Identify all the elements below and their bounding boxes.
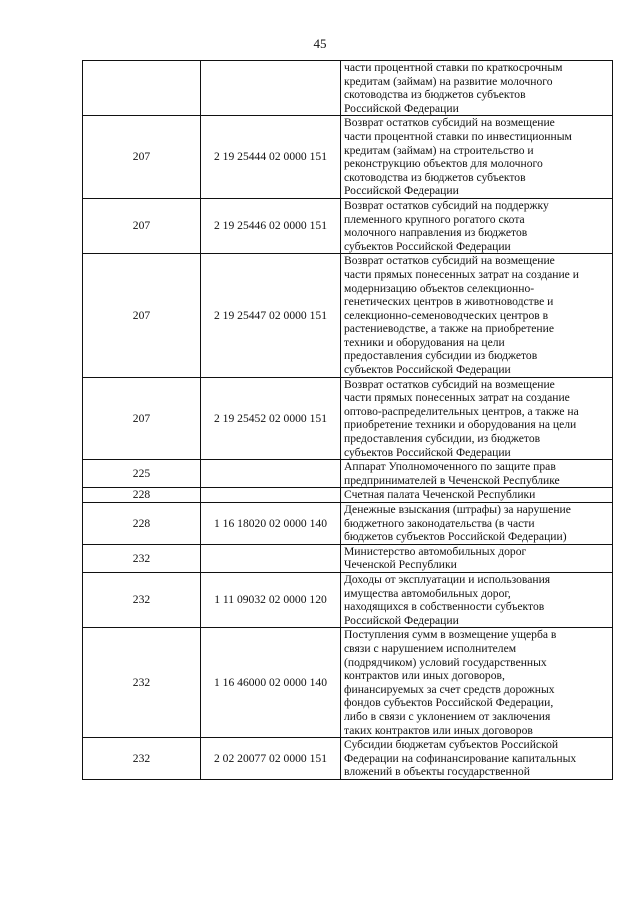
admin-code-cell: 207 bbox=[83, 116, 201, 199]
admin-code-cell: 232 bbox=[83, 738, 201, 780]
table-row bbox=[83, 544, 613, 572]
description-line: Аппарат Уполномоченного по защите прав bbox=[344, 460, 556, 474]
table-row bbox=[83, 503, 613, 545]
description-line: предоставления субсидии, из бюджетов bbox=[344, 432, 541, 446]
description-line: генетических центров в животноводстве и bbox=[344, 295, 554, 309]
description-line: субъектов Российской Федерации bbox=[344, 445, 511, 459]
description-line: Российской Федерации bbox=[344, 101, 459, 115]
description-line: вложений в объекты государственной bbox=[344, 765, 530, 779]
description-cell bbox=[341, 198, 613, 253]
description-line: предоставления субсидии из бюджетов bbox=[344, 349, 538, 363]
description-cell bbox=[341, 503, 613, 545]
revenue-code-cell: 2 19 25446 02 0000 151 bbox=[201, 198, 341, 253]
table-row bbox=[83, 254, 613, 377]
table-row bbox=[83, 488, 613, 503]
description-line: части процентной ставки по инвестиционным bbox=[344, 129, 572, 143]
admin-code-cell: 207 bbox=[83, 198, 201, 253]
description-line: Счетная палата Чеченской Республики bbox=[344, 488, 536, 502]
revenue-code-cell: 2 02 20077 02 0000 151 bbox=[201, 738, 341, 780]
description-line: молочного направления из бюджетов bbox=[344, 226, 528, 240]
description-line: кредитам (займам) на строительство и bbox=[344, 143, 534, 157]
table-body bbox=[83, 61, 613, 780]
admin-code-cell: 232 bbox=[83, 544, 201, 572]
description-cell bbox=[341, 488, 613, 503]
description-line: части прямых понесенных затрат на создание и bbox=[344, 267, 579, 281]
description-line: бюджетов субъектов Российской Федерации) bbox=[344, 530, 567, 544]
page-number: 45 bbox=[313, 36, 327, 51]
revenue-code-cell: 2 19 25452 02 0000 151 bbox=[201, 377, 341, 460]
description-cell bbox=[341, 460, 613, 488]
description-cell bbox=[341, 116, 613, 199]
description-cell bbox=[341, 377, 613, 460]
description-line: части прямых понесенных затрат на создание bbox=[344, 391, 570, 405]
admin-code-cell: 207 bbox=[83, 377, 201, 460]
admin-code-cell: 232 bbox=[83, 572, 201, 627]
revenue-code-cell: 1 16 46000 02 0000 140 bbox=[201, 628, 341, 738]
description-line: Денежные взыскания (штрафы) за нарушение bbox=[344, 503, 571, 516]
admin-code-cell bbox=[83, 61, 201, 116]
description-cell bbox=[341, 544, 613, 572]
description-line: Чеченской Республики bbox=[344, 558, 457, 572]
description-line: приобретение техники и оборудования на цели bbox=[344, 418, 577, 432]
description-line: субъектов Российской Федерации bbox=[344, 363, 511, 377]
revenue-code-cell bbox=[201, 460, 341, 488]
description-line: Возврат остатков субсидий на возмещение bbox=[344, 116, 555, 130]
description-line: Субсидии бюджетам субъектов Российской bbox=[344, 738, 559, 752]
description-line: модернизацию объектов селекционно- bbox=[344, 281, 535, 295]
description-line: предпринимателей в Чеченской Республике bbox=[344, 473, 560, 487]
revenue-code-cell: 2 19 25447 02 0000 151 bbox=[201, 254, 341, 377]
description-line: финансируемых за счет средств дорожных bbox=[344, 682, 555, 696]
description-line: оптово-распределительных центров, а также на bbox=[344, 404, 579, 418]
description-line: Российской Федерации bbox=[344, 184, 459, 198]
description-line: скотоводства из бюджетов субъектов bbox=[344, 88, 526, 102]
description-line: Возврат остатков субсидий на поддержку bbox=[344, 198, 549, 212]
admin-code-cell: 228 bbox=[83, 488, 201, 503]
description-cell bbox=[341, 61, 613, 116]
description-line: Федерации на софинансирование капитальных bbox=[344, 751, 577, 765]
description-line: реконструкцию объектов для молочного bbox=[344, 157, 543, 171]
table-row bbox=[83, 377, 613, 460]
admin-code-cell: 207 bbox=[83, 254, 201, 377]
description-cell bbox=[341, 254, 613, 377]
description-line: растениеводстве, а также на приобретение bbox=[344, 322, 554, 336]
description-line: Поступления сумм в возмещение ущерба в bbox=[344, 628, 557, 642]
description-line: селекционно-семеноводческих центров в bbox=[344, 308, 549, 322]
description-line: скотоводства из бюджетов субъектов bbox=[344, 170, 526, 184]
revenue-code-cell: 1 16 18020 02 0000 140 bbox=[201, 503, 341, 545]
description-line: имущества автомобильных дорог, bbox=[344, 586, 511, 600]
description-line: (подрядчиком) условий государственных bbox=[344, 655, 547, 669]
revenue-code-cell bbox=[201, 61, 341, 116]
admin-code-cell: 232 bbox=[83, 628, 201, 738]
description-line: племенного крупного рогатого скота bbox=[344, 212, 525, 226]
table-row bbox=[83, 628, 613, 738]
description-line: находящихся в собственности субъектов bbox=[344, 600, 545, 614]
admin-code-cell: 225 bbox=[83, 460, 201, 488]
table-row bbox=[83, 61, 613, 116]
description-line: субъектов Российской Федерации bbox=[344, 239, 511, 253]
description-line: таких контрактов или иных договоров bbox=[344, 723, 533, 737]
revenue-code-cell: 1 11 09032 02 0000 120 bbox=[201, 572, 341, 627]
table-row bbox=[83, 116, 613, 199]
revenue-code-cell: 2 19 25444 02 0000 151 bbox=[201, 116, 341, 199]
description-cell bbox=[341, 738, 613, 780]
description-line: либо в связи с уклонением от заключения bbox=[344, 709, 551, 723]
description-line: техники и оборудования на цели bbox=[344, 335, 505, 349]
revenue-code-cell bbox=[201, 544, 341, 572]
description-line: фондов субъектов Российской Федерации, bbox=[344, 696, 554, 710]
description-cell bbox=[341, 572, 613, 627]
description-line: Возврат остатков субсидий на возмещение bbox=[344, 377, 555, 391]
description-line: Доходы от эксплуатации и использования bbox=[344, 572, 551, 586]
revenue-code-cell bbox=[201, 488, 341, 503]
description-line: Российской Федерации bbox=[344, 613, 459, 627]
table-row bbox=[83, 572, 613, 627]
description-line: бюджетного законодательства (в части bbox=[344, 516, 535, 530]
description-line: кредитам (займам) на развитие молочного bbox=[344, 74, 553, 88]
description-line: Возврат остатков субсидий на возмещение bbox=[344, 254, 555, 268]
description-line: части процентной ставки по краткосрочным bbox=[344, 61, 563, 74]
table-row bbox=[83, 738, 613, 780]
table-row bbox=[83, 198, 613, 253]
budget-codes-table bbox=[82, 60, 613, 780]
table-row bbox=[83, 460, 613, 488]
description-line: Министерство автомобильных дорог bbox=[344, 544, 527, 558]
admin-code-cell: 228 bbox=[83, 503, 201, 545]
description-cell bbox=[341, 628, 613, 738]
description-line: связи с нарушением исполнителем bbox=[344, 641, 517, 655]
description-line: контрактов или иных договоров, bbox=[344, 669, 505, 683]
